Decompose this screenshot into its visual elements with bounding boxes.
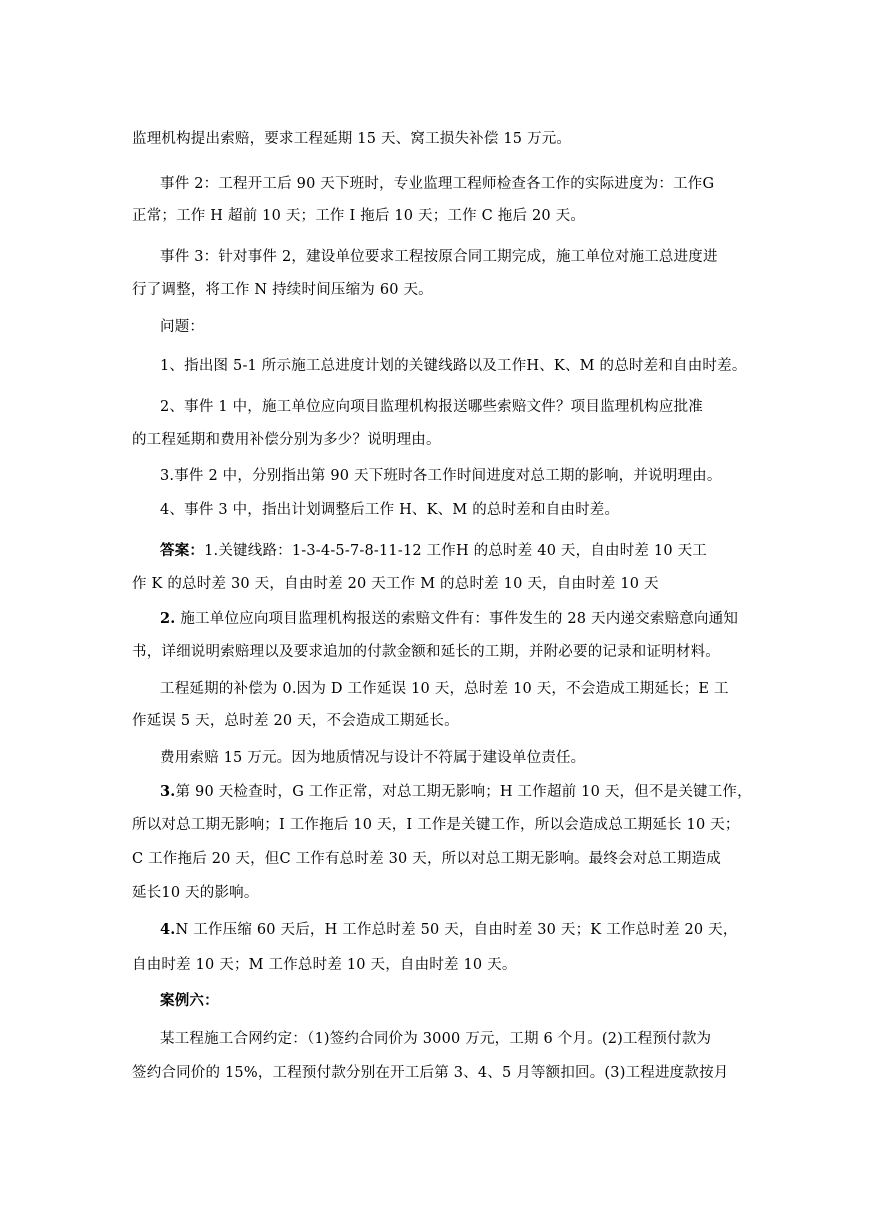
answer-colon: ： xyxy=(189,542,205,559)
paragraph-line: 监理机构提出索赔，要求工程延期 15 天、窝工损失补偿 15 万元。 xyxy=(132,131,572,147)
paragraph-line: 行了调整，将工作 N 持续时间压缩为 60 天。 xyxy=(132,282,433,298)
question-4: 4、事件 3 中，指出计划调整后工作 H、K、M 的总时差和自由时差。 xyxy=(160,502,620,518)
answer-1-text: 1.关键线路：1-3-4-5-7-8-11-12 工作H 的总时差 40 天，自由时差 10 天工 xyxy=(204,543,707,559)
paragraph-line: 某工程施工合网约定：（1)签约合同价为 3000 万元，工期 6 个月。(2)工程预付款为 xyxy=(160,1031,712,1047)
paragraph-line: 自由时差 10 天；M 工作总时差 10 天，自由时差 10 天。 xyxy=(132,957,517,973)
questions-heading: 问题： xyxy=(160,319,205,335)
paragraph-line: 作 K 的总时差 30 天，自由时差 20 天工作 M 的总时差 10 天，自由时差 10 天 xyxy=(132,576,659,592)
question-2: 2、事件 1 中，施工单位应向项目监理机构报送哪些索赔文件？项目监理机构应批准 xyxy=(160,399,703,415)
answer-4-marker: 4. xyxy=(160,921,176,938)
case-six-heading: 案例六： xyxy=(160,992,219,1009)
paragraph-line: 事件 2：工程开工后 90 天下班时，专业监理工程师检查各工作的实际进度为：工作G xyxy=(160,176,715,192)
paragraph-line: 延长10 天的影响。 xyxy=(132,885,259,901)
paragraph-line: 书，详细说明索赔理以及要求追加的付款金额和延长的工期，并附必要的记录和证明材料。 xyxy=(132,644,720,660)
paragraph-line: 的工程延期和费用补偿分别为多少？说明理由。 xyxy=(132,432,441,448)
answer-3-text: 第 90 天检查时，G 工作正常，对总工期无影响；H 工作超前 10 天，但不是关键工作， xyxy=(175,784,752,800)
answer-3-line-1 xyxy=(160,782,752,802)
paragraph-line: C 工作拖后 20 天，但C 工作有总时差 30 天，所以对总工期无影响。最终会对总工期造成 xyxy=(132,851,721,867)
answer-4-line-1 xyxy=(160,920,738,940)
question-1: 1、指出图 5-1 所示施工总进度计划的关键线路以及工作H、K、M 的总时差和自由时差。 xyxy=(160,358,747,374)
answer-3-marker: 3. xyxy=(160,783,176,800)
paragraph-line: 作延误 5 天，总时差 20 天，不会造成工期延长。 xyxy=(132,713,459,729)
answer-label: 答案 xyxy=(160,542,190,559)
paragraph-line: 工程延期的补偿为 0.因为 D 工作延误 10 天，总时差 10 天，不会造成工期延长；E 工 xyxy=(160,681,729,697)
answer-2-text: 施工单位应向项目监理机构报送的索赔文件有：事件发生的 28 天内递交索赔意向通知 xyxy=(180,611,739,627)
paragraph-line: 事件 3：针对事件 2，建设单位要求工程按原合同工期完成，施工单位对施工总进度进 xyxy=(160,249,718,265)
paragraph-line: 所以对总工期无影响；I 工作拖后 10 天，I 工作是关键工作，所以会造成总工期延长 10 天； xyxy=(132,817,740,833)
answer-line-1 xyxy=(160,541,707,561)
paragraph-line: 正常；工作 H 超前 10 天；工作 I 拖后 10 天；工作 C 拖后 20 天。 xyxy=(132,208,586,224)
answer-2-line-1 xyxy=(160,609,738,629)
answer-2-marker: 2. xyxy=(160,610,176,627)
question-3: 3.事件 2 中，分别指出第 90 天下班时各工作时间进度对总工期的影响，并说明理由。 xyxy=(160,468,722,484)
paragraph-line: 费用索赔 15 万元。因为地质情况与设计不符属于建设单位责任。 xyxy=(160,750,586,766)
answer-4-text: N 工作压缩 60 天后，H 工作总时差 50 天，自由时差 30 天；K 工作总时差 20 天， xyxy=(175,922,738,938)
paragraph-line: 签约合同价的 15%，工程预付款分别在开工后第 3、4、5 月等额扣回。(3)工程进度款按月 xyxy=(132,1065,729,1081)
